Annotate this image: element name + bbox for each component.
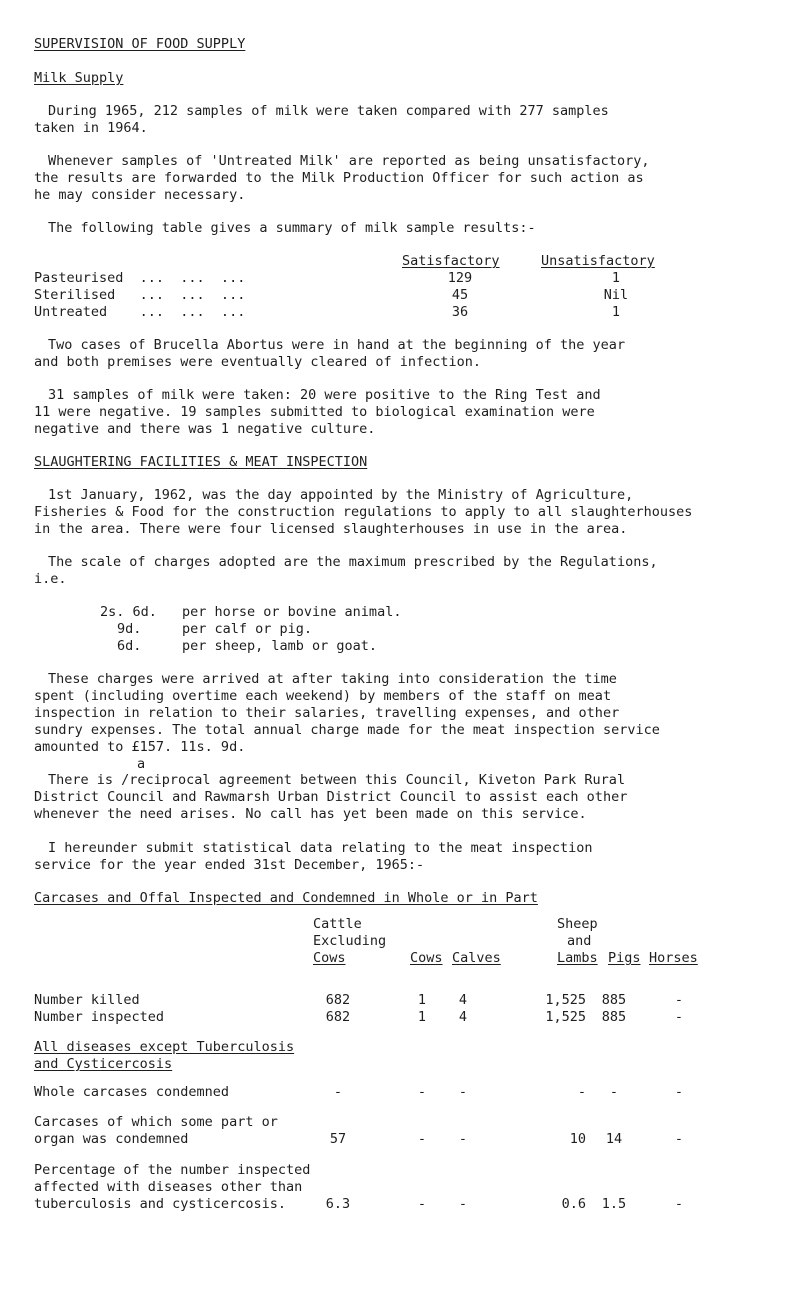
col-cattle-line1: Cattle bbox=[313, 916, 362, 932]
slaughter-p2-line2: i.e. bbox=[34, 571, 67, 587]
cell-sheep: 0.6 bbox=[561, 1196, 586, 1212]
cell-sheep: 1,525 bbox=[545, 1009, 586, 1025]
col-sheep-line3: Lambs bbox=[557, 950, 598, 966]
milk-p5-line3: negative and there was 1 negative culture. bbox=[34, 421, 376, 437]
cell-calves: 4 bbox=[458, 1009, 468, 1025]
cell-cows: - bbox=[417, 1084, 427, 1100]
section-all-diseases-line2: and Cysticercosis bbox=[34, 1056, 173, 1072]
cell-cattle: 682 bbox=[325, 992, 351, 1008]
milk-p4-line2: and both premises were eventually cleared of infection. bbox=[34, 354, 482, 370]
milk-p2-line1: Whenever samples of 'Untreated Milk' are reported as being unsatisfactory, bbox=[48, 153, 650, 169]
heading-carcases: Carcases and Offal Inspected and Condemned in Whole or in Part bbox=[34, 890, 538, 906]
charge-desc: per calf or pig. bbox=[182, 621, 313, 637]
cell-horses: - bbox=[674, 1196, 684, 1212]
slaughter-p5-line2: service for the year ended 31st December, 1965:- bbox=[34, 857, 425, 873]
row-label: affected with diseases other than bbox=[34, 1179, 303, 1195]
cell-cows: 1 bbox=[417, 1009, 427, 1025]
milk-p5-line2: 11 were negative. 19 samples submitted to biological examination were bbox=[34, 404, 595, 420]
milk-p1-line2: taken in 1964. bbox=[34, 120, 148, 136]
cell-pigs: 885 bbox=[601, 992, 627, 1008]
milk-row-unsat: 1 bbox=[611, 270, 621, 286]
col-cows: Cows bbox=[410, 950, 443, 966]
cell-calves: - bbox=[458, 1131, 468, 1147]
cell-pigs: - bbox=[609, 1084, 619, 1100]
row-label: Carcases of which some part or bbox=[34, 1114, 278, 1130]
cell-sheep: 1,525 bbox=[545, 992, 586, 1008]
cell-horses: - bbox=[674, 1131, 684, 1147]
col-sheep-line1: Sheep bbox=[557, 916, 598, 932]
milk-row-label: Untreated ... ... ... bbox=[34, 304, 246, 320]
cell-pigs: 1.5 bbox=[601, 1196, 627, 1212]
cell-cows: - bbox=[417, 1131, 427, 1147]
slaughter-p4-line3: whenever the need arises. No call has yet been made on this service. bbox=[34, 806, 587, 822]
milk-p4-line1: Two cases of Brucella Abortus were in hand at the beginning of the year bbox=[48, 337, 626, 353]
row-label: Percentage of the number inspected bbox=[34, 1162, 311, 1178]
milk-p1-line1: During 1965, 212 samples of milk were taken compared with 277 samples bbox=[48, 103, 609, 119]
milk-row-unsat: 1 bbox=[611, 304, 621, 320]
milk-p2-line3: he may consider necessary. bbox=[34, 187, 246, 203]
col-cattle-line2: Excluding bbox=[313, 933, 387, 949]
milk-p3: The following table gives a summary of milk sample results:- bbox=[48, 220, 536, 236]
charge-amount: 6d. bbox=[117, 638, 142, 654]
cell-horses: - bbox=[674, 992, 684, 1008]
cell-cattle: - bbox=[333, 1084, 343, 1100]
heading-supervision: SUPERVISION OF FOOD SUPPLY bbox=[34, 36, 246, 52]
cell-calves: 4 bbox=[458, 992, 468, 1008]
charge-desc: per sheep, lamb or goat. bbox=[182, 638, 378, 654]
milk-row-sat: 36 bbox=[451, 304, 469, 320]
cell-horses: - bbox=[674, 1084, 684, 1100]
cell-pigs: 14 bbox=[605, 1131, 623, 1147]
slaughter-p2-line1: The scale of charges adopted are the maximum prescribed by the Regulations, bbox=[48, 554, 658, 570]
milk-row-label: Sterilised ... ... ... bbox=[34, 287, 246, 303]
milk-row-sat: 129 bbox=[447, 270, 473, 286]
cell-pigs: 885 bbox=[601, 1009, 627, 1025]
section-all-diseases-line1: All diseases except Tuberculosis bbox=[34, 1039, 295, 1055]
row-label: Number inspected bbox=[34, 1009, 165, 1025]
col-calves: Calves bbox=[452, 950, 501, 966]
slaughter-p3-line5: amounted to £157. 11s. 9d. bbox=[34, 739, 246, 755]
slaughter-p4-line1: There is /reciprocal agreement between this Council, Kiveton Park Rural bbox=[48, 772, 626, 788]
heading-milk-supply: Milk Supply bbox=[34, 70, 124, 86]
slaughter-p3-line1: These charges were arrived at after taking into consideration the time bbox=[48, 671, 617, 687]
cell-cattle: 57 bbox=[329, 1131, 347, 1147]
milk-col-unsatisfactory: Unsatisfactory bbox=[541, 253, 655, 269]
row-label: Number killed bbox=[34, 992, 140, 1008]
milk-p5-line1: 31 samples of milk were taken: 20 were positive to the Ring Test and bbox=[48, 387, 601, 403]
slaughter-p4-line2: District Council and Rawmarsh Urban District Council to assist each other bbox=[34, 789, 628, 805]
slaughter-p3-line3: inspection in relation to their salaries, travelling expenses, and other bbox=[34, 705, 620, 721]
charge-amount: 2s. 6d. bbox=[100, 604, 157, 620]
slaughter-p1-line1: 1st January, 1962, was the day appointed by the Ministry of Agriculture, bbox=[48, 487, 634, 503]
slaughter-p3-line2: spent (including overtime each weekend) by members of the staff on meat bbox=[34, 688, 612, 704]
cell-sheep: - bbox=[577, 1084, 586, 1100]
col-pigs: Pigs bbox=[608, 950, 641, 966]
slaughter-p1-line2: Fisheries & Food for the construction regulations to apply to all slaughterhouses bbox=[34, 504, 693, 520]
heading-slaughtering: SLAUGHTERING FACILITIES & MEAT INSPECTION bbox=[34, 454, 368, 470]
milk-row-sat: 45 bbox=[451, 287, 469, 303]
col-sheep-line2: and bbox=[567, 933, 592, 949]
slaughter-p1-line3: in the area. There were four licensed slaughterhouses in use in the area. bbox=[34, 521, 628, 537]
charge-desc: per horse or bovine animal. bbox=[182, 604, 402, 620]
row-label: Whole carcases condemned bbox=[34, 1084, 230, 1100]
milk-p2-line2: the results are forwarded to the Milk Production Officer for such action as bbox=[34, 170, 644, 186]
cell-cattle: 682 bbox=[325, 1009, 351, 1025]
cell-horses: - bbox=[674, 1009, 684, 1025]
slaughter-p5-line1: I hereunder submit statistical data relating to the meat inspection bbox=[48, 840, 593, 856]
cell-cattle: 6.3 bbox=[325, 1196, 351, 1212]
cell-calves: - bbox=[458, 1084, 468, 1100]
col-horses: Horses bbox=[649, 950, 698, 966]
cell-cows: 1 bbox=[417, 992, 427, 1008]
cell-sheep: 10 bbox=[569, 1131, 586, 1147]
col-cattle-line3: Cows bbox=[313, 950, 346, 966]
milk-row-unsat: Nil bbox=[603, 287, 629, 303]
charge-amount: 9d. bbox=[117, 621, 142, 637]
milk-col-satisfactory: Satisfactory bbox=[402, 253, 500, 269]
milk-row-label: Pasteurised ... ... ... bbox=[34, 270, 246, 286]
slaughter-p3-line4: sundry expenses. The total annual charge made for the meat inspection service bbox=[34, 722, 660, 738]
cell-calves: - bbox=[458, 1196, 468, 1212]
handwritten-insert-a: a bbox=[137, 756, 146, 772]
cell-cows: - bbox=[417, 1196, 427, 1212]
row-label: tuberculosis and cysticercosis. bbox=[34, 1196, 286, 1212]
row-label: organ was condemned bbox=[34, 1131, 189, 1147]
